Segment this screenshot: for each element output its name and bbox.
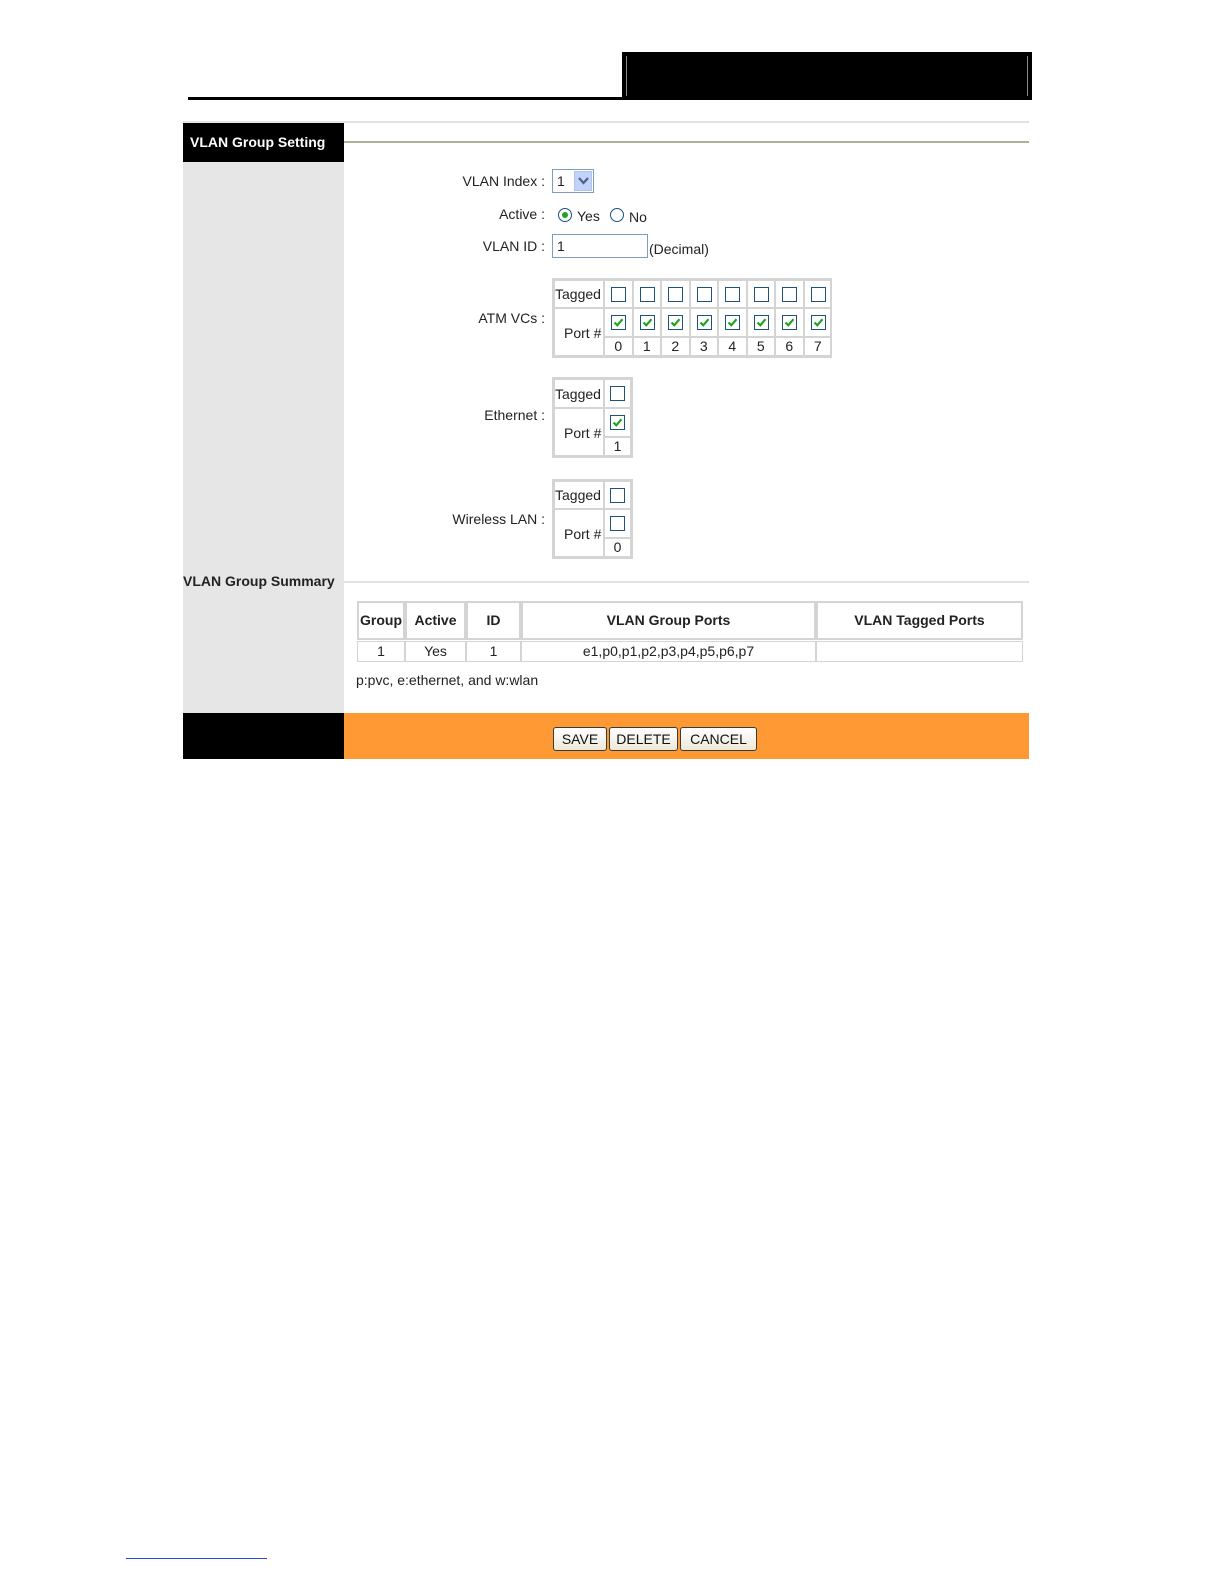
vlan-id-hint: (Decimal) (649, 241, 709, 257)
chevron-down-icon[interactable] (574, 171, 592, 191)
header-banner (622, 52, 1032, 100)
port-number-cell: 4 (718, 337, 747, 356)
vlan-index-select[interactable] (552, 169, 594, 193)
cancel-button[interactable]: CANCEL (680, 727, 757, 751)
vlan-id-label: VLAN ID : (482, 238, 545, 254)
port-number-cell: 6 (775, 337, 804, 356)
wlan-port-checkbox-0[interactable] (610, 516, 625, 531)
vlan-index-value: 1 (557, 173, 565, 189)
port-number-cell: 5 (747, 337, 776, 356)
port-number-cell: 2 (661, 337, 690, 356)
port-number-cell: 0 (604, 538, 631, 557)
port-number-cell: 0 (604, 337, 633, 356)
active-no-label: No (629, 209, 647, 225)
col-header-vlan-group-ports: VLAN Group Ports (521, 601, 816, 640)
delete-button[interactable]: DELETE (609, 727, 678, 751)
divider (344, 141, 1029, 143)
summary-title: VLAN Group Summary (183, 573, 335, 589)
summary-table (357, 601, 1023, 663)
port-number-cell: 1 (604, 437, 631, 456)
port-number-cell: 1 (633, 337, 662, 356)
wlan-tagged-checkbox-0[interactable] (610, 488, 625, 503)
ethernet-tagged-checkbox-1[interactable] (610, 386, 625, 401)
port-number-cell: 7 (804, 337, 833, 356)
active-yes-radio[interactable] (558, 208, 572, 222)
atm-tagged-checkbox-6[interactable] (782, 287, 797, 302)
atm-tagged-checkbox-0[interactable] (611, 287, 626, 302)
sidebar (183, 121, 344, 713)
wlan-port-label: Port # (564, 526, 602, 542)
divider (344, 121, 1029, 123)
active-yes-label: Yes (577, 208, 600, 224)
ethernet-port-checkbox-1[interactable] (610, 415, 625, 430)
col-header-vlan-tagged-ports: VLAN Tagged Ports (816, 601, 1023, 640)
table-cell: 1 (357, 641, 405, 662)
ethernet-tagged-label: Tagged (555, 386, 601, 402)
header-rule (188, 97, 624, 100)
ethernet-port-label: Port # (564, 425, 602, 441)
atm-port-checkbox-4[interactable] (725, 315, 740, 330)
atm-port-checkbox-1[interactable] (640, 315, 655, 330)
atm-tagged-checkbox-4[interactable] (725, 287, 740, 302)
atm-port-checkbox-7[interactable] (811, 315, 826, 330)
atm-tagged-label: Tagged (555, 286, 601, 302)
vlan-index-label: VLAN Index : (462, 173, 545, 189)
port-legend: p:pvc, e:ethernet, and w:wlan (356, 672, 539, 688)
wireless-lan-grid (552, 479, 633, 559)
table-cell: e1,p0,p1,p2,p3,p4,p5,p6,p7 (521, 641, 816, 662)
atm-tagged-checkbox-2[interactable] (668, 287, 683, 302)
col-header-group: Group (357, 601, 405, 640)
vlan-group-panel (183, 121, 1029, 759)
atm-tagged-checkbox-7[interactable] (811, 287, 826, 302)
atm-tagged-checkbox-5[interactable] (754, 287, 769, 302)
table-cell (816, 641, 1023, 662)
col-header-id: ID (466, 601, 521, 640)
save-button[interactable]: SAVE (553, 727, 607, 751)
wireless-lan-label: Wireless LAN : (452, 511, 545, 527)
footer-left (183, 713, 344, 759)
footer-link-underline (126, 1558, 267, 1559)
table-cell: 1 (466, 641, 521, 662)
atm-port-checkbox-6[interactable] (782, 315, 797, 330)
table-cell: Yes (405, 641, 466, 662)
atm-vcs-label: ATM VCs : (478, 310, 545, 326)
atm-port-label: Port # (564, 325, 602, 341)
wlan-tagged-label: Tagged (555, 487, 601, 503)
atm-port-checkbox-0[interactable] (611, 315, 626, 330)
ethernet-label: Ethernet : (484, 407, 545, 423)
col-header-active: Active (405, 601, 466, 640)
atm-port-checkbox-3[interactable] (697, 315, 712, 330)
atm-port-checkbox-5[interactable] (754, 315, 769, 330)
divider (344, 581, 1029, 583)
atm-tagged-checkbox-3[interactable] (697, 287, 712, 302)
atm-port-checkbox-2[interactable] (668, 315, 683, 330)
port-number-cell: 3 (690, 337, 719, 356)
atm-tagged-checkbox-1[interactable] (640, 287, 655, 302)
ethernet-grid (552, 377, 633, 458)
section-title: VLAN Group Setting (183, 123, 344, 162)
active-no-radio[interactable] (610, 208, 624, 222)
vlan-id-input[interactable]: 1 (552, 234, 648, 258)
atm-vcs-grid (552, 278, 832, 358)
active-label: Active : (499, 206, 545, 222)
